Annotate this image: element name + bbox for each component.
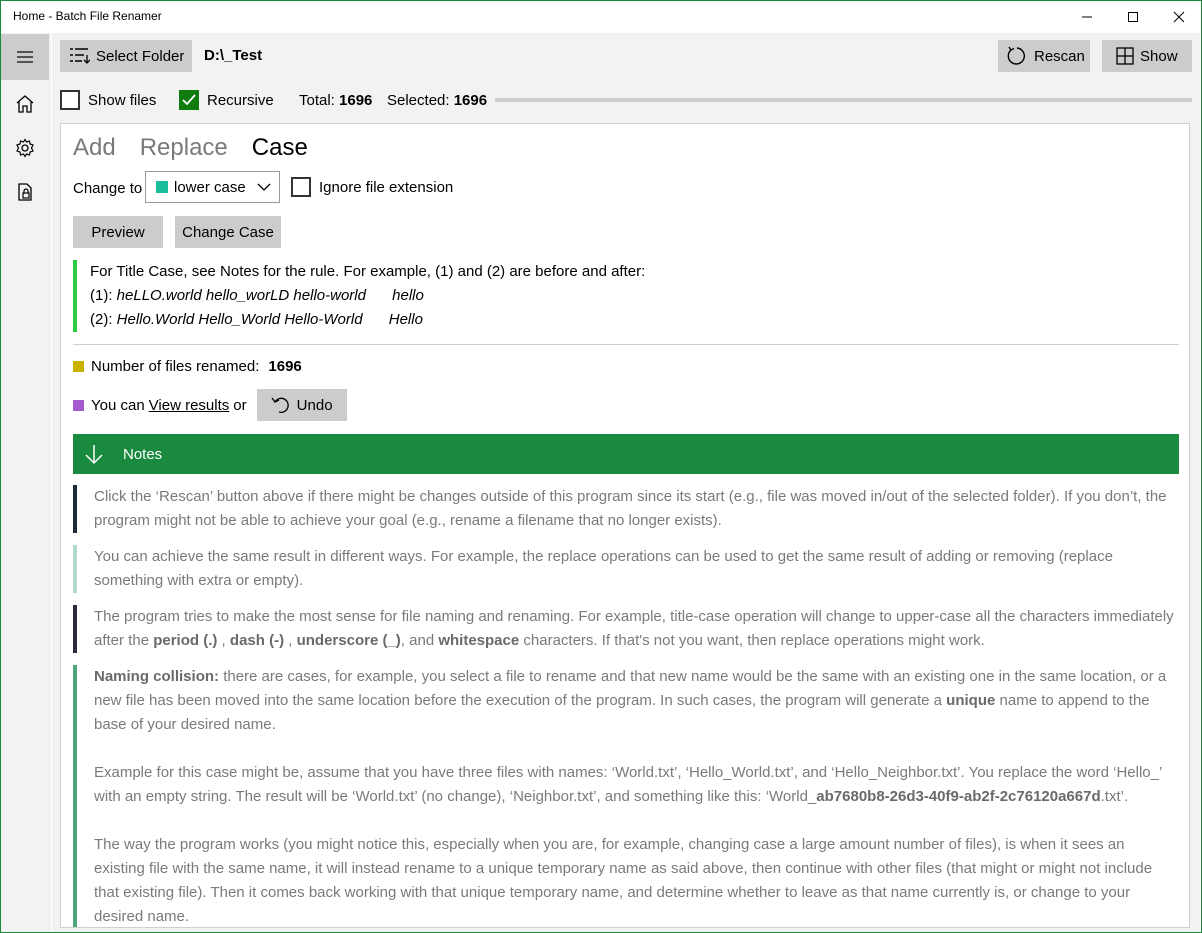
show-files-box xyxy=(60,90,80,110)
tab-add[interactable]: Add xyxy=(73,134,116,161)
window-title: Home - Batch File Renamer xyxy=(13,9,162,23)
show-label: Show xyxy=(1140,47,1178,65)
note-4-example-a: Example for this case might be, assume that you have three files with names: ‘World.txt’, ‘Hello_World.txt’, and ‘Hello_Neighbor.txt’. You replace the word ‘Hello_’ with an empty string. The result will be ‘World.txt’ (no change), ‘Neighbor.txt’, and something like this: ‘World_ xyxy=(94,764,1162,805)
note-3-text-b: characters. If that's not you want, then replace operations might work. xyxy=(523,632,985,649)
operation-tabs xyxy=(73,134,308,162)
note-4-unique: unique xyxy=(946,692,996,709)
minimize-icon xyxy=(1081,11,1093,23)
show-button[interactable] xyxy=(1102,40,1192,72)
recursive-label: Recursive xyxy=(207,91,274,109)
title-bar xyxy=(1,1,1201,33)
recursive-checkbox[interactable] xyxy=(179,90,274,110)
case-dropdown[interactable] xyxy=(145,171,280,203)
undo-button[interactable] xyxy=(257,389,347,421)
total-label: Total: xyxy=(299,92,335,109)
note-4-text-a: there are cases, for example, you select a file to rename and that new name would be the same with an existing one in the same location, or a new file has been moved into the same location before the execution of the program. In such cases, the program will generate a xyxy=(94,668,1167,709)
preview-button[interactable] xyxy=(73,216,163,248)
ignore-extension-box xyxy=(291,177,311,197)
view-bullet xyxy=(73,400,84,411)
total-count xyxy=(299,92,372,109)
note-3-period: period (.) xyxy=(153,632,218,649)
renamed-label: Number of files renamed: xyxy=(91,358,260,375)
note-4-text-b: name to append to the base of your desired name. xyxy=(94,692,1150,733)
select-folder-label: Select Folder xyxy=(96,47,185,65)
checkmark-icon xyxy=(182,94,196,106)
view-results-row xyxy=(73,389,347,421)
chevron-down-icon xyxy=(257,181,271,193)
note-4-para-1 xyxy=(94,665,1179,737)
rescan-label: Rescan xyxy=(1034,47,1085,65)
main-area xyxy=(52,33,1200,932)
note-2 xyxy=(73,545,1179,593)
note-4 xyxy=(73,665,1179,928)
note-4-para-3 xyxy=(94,833,1179,928)
tab-replace[interactable]: Replace xyxy=(139,134,228,161)
example-2-prefix: (2): xyxy=(90,311,113,328)
note-3-dash: dash (-) xyxy=(229,632,285,649)
show-files-checkbox[interactable] xyxy=(60,90,156,110)
example-2-extra: Hello xyxy=(388,311,423,328)
selected-value: 1696 xyxy=(453,92,488,109)
nav-settings[interactable] xyxy=(1,125,49,171)
note-4-example-b: .txt’. xyxy=(1100,788,1129,805)
undo-label: Undo xyxy=(296,396,333,414)
note-4-para-2 xyxy=(94,761,1179,809)
renamed-bullet xyxy=(73,361,84,372)
note-1-text: Click the ‘Rescan’ button above if there might be changes outside of this program since its start (e.g., file was moved in/out of the selected folder). If you don’t, the program might not be able to achieve your goal (e.g., rename a filename that no longer exists). xyxy=(94,488,1167,529)
undo-icon xyxy=(271,396,289,414)
example-intro: For Title Case, see Notes for the rule. For example, (1) and (2) are before and after: xyxy=(90,263,646,280)
example-1 xyxy=(90,284,773,308)
nav-home[interactable] xyxy=(1,81,49,127)
notes-header-label: Notes xyxy=(123,445,163,463)
document-lock-icon xyxy=(15,182,35,202)
change-case-label: Change Case xyxy=(182,223,274,241)
folder-list-icon xyxy=(70,47,90,65)
case-dropdown-value: lower case xyxy=(174,178,246,196)
preview-label: Preview xyxy=(91,223,145,241)
selected-count xyxy=(387,92,487,109)
grid-icon xyxy=(1116,47,1134,65)
example-1-prefix: (1): xyxy=(90,287,113,304)
folder-path: D:\_Test xyxy=(204,47,263,64)
change-case-button[interactable] xyxy=(175,216,281,248)
note-4-text-c: The way the program works (you might notice this, especially when you are, for example, changing case a large amount number of files), is when it sees an existing file with the same name, it will instead rename to a unique temporary name as said above, then continue with other files (that might or might not include that existing file). Then it comes back working with that unique temporary name, and determine whether to leave as that name currently is, or change to your desired name. xyxy=(94,836,1153,925)
note-1 xyxy=(73,485,1179,533)
close-button[interactable] xyxy=(1156,1,1202,33)
show-files-label: Show files xyxy=(88,91,157,109)
maximize-button[interactable] xyxy=(1110,1,1156,33)
example-1-extra: hello xyxy=(392,287,424,304)
example-box xyxy=(73,260,773,332)
note-3-and: , and xyxy=(400,632,435,649)
arrow-down-icon xyxy=(83,443,105,465)
nav-privacy[interactable] xyxy=(1,169,49,215)
operation-panel xyxy=(60,123,1190,928)
hamburger-icon xyxy=(17,51,33,63)
view-results-link[interactable]: View results xyxy=(148,396,230,414)
tab-case[interactable]: Case xyxy=(251,134,308,161)
note-3: The program tries to make the most sense for file naming and renaming. For example, title-case operation will change to upper-case all the characters immediately after the period (.) , dash (-) , underscore (_), and whitespace characters. If that's not you want, then replace operations might work. xyxy=(73,605,1179,653)
rescan-button[interactable] xyxy=(998,40,1090,72)
view-suffix: or xyxy=(233,396,247,414)
select-folder-button[interactable] xyxy=(60,40,192,72)
home-icon xyxy=(15,94,35,114)
note-3-underscore: underscore (_) xyxy=(296,632,401,649)
renamed-value: 1696 xyxy=(268,358,302,375)
progress-bar xyxy=(495,98,1192,102)
hamburger-menu-button[interactable] xyxy=(1,34,49,80)
gear-icon xyxy=(15,138,35,158)
note-2-text: You can achieve the same result in different ways. For example, the replace operations can be used to get the same result of adding or removing (replace something with extra or empty). xyxy=(94,548,1113,589)
note-3-text-a: The program tries to make the most sense for file naming and renaming. For example, title-case operation will change to upper-case all the characters immediately after the xyxy=(94,608,1174,649)
case-color-swatch xyxy=(156,181,168,193)
ignore-extension-checkbox[interactable] xyxy=(291,177,453,197)
example-1-text: heLLO.world hello_worLD hello-world xyxy=(116,287,366,304)
refresh-icon xyxy=(1006,45,1028,67)
change-to-label: Change to xyxy=(73,180,143,197)
divider xyxy=(73,344,1179,345)
selected-label: Selected: xyxy=(387,92,450,109)
minimize-button[interactable] xyxy=(1064,1,1110,33)
notes-header[interactable] xyxy=(73,434,1179,474)
note-4-title: Naming collision: xyxy=(94,668,220,685)
note-3-whitespace: whitespace xyxy=(438,632,520,649)
view-prefix: You can xyxy=(91,396,145,414)
example-2-text: Hello.World Hello_World Hello-World xyxy=(116,311,363,328)
close-icon xyxy=(1173,11,1185,23)
example-2 xyxy=(90,308,773,332)
ignore-extension-label: Ignore file extension xyxy=(319,178,454,196)
note-4-guid: ab7680b8-26d3-40f9-ab2f-2c76120a667d xyxy=(816,788,1101,805)
maximize-icon xyxy=(1127,11,1139,23)
recursive-box xyxy=(179,90,199,110)
total-value: 1696 xyxy=(339,92,373,109)
renamed-count-row xyxy=(73,358,302,375)
side-nav xyxy=(1,33,51,933)
